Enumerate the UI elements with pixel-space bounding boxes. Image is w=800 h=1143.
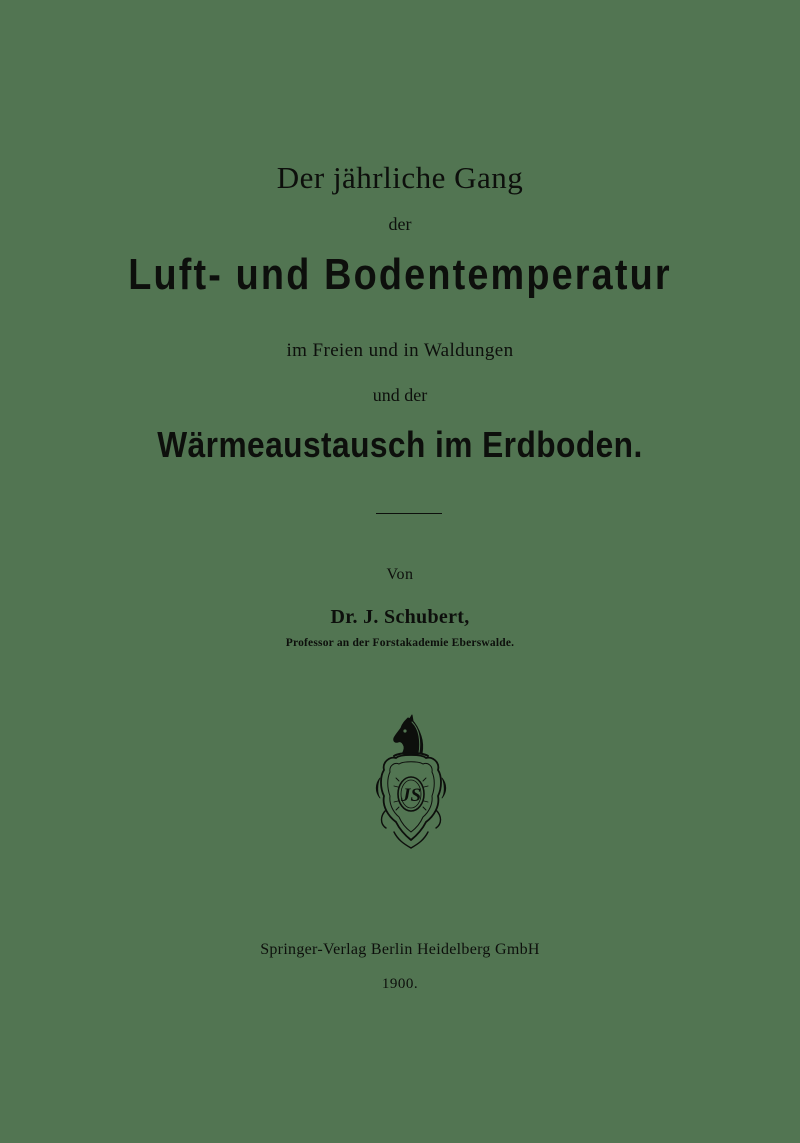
title-subheading: Wärmeaustausch im Erdboden. xyxy=(157,424,643,465)
author-name: Dr. J. Schubert, xyxy=(330,606,470,628)
title-line-5: und der xyxy=(372,385,428,405)
publication-year: 1900. xyxy=(381,976,419,992)
author-affiliation: Professor an der Forstakademie Eberswalde. xyxy=(285,637,515,649)
title-line-4: im Freien und in Waldungen xyxy=(286,340,514,361)
divider-rule xyxy=(376,513,442,514)
title-line-2: der xyxy=(388,214,412,234)
springer-horse-logo-icon xyxy=(372,714,450,850)
by-label: Von xyxy=(386,566,414,583)
publisher-name: Springer-Verlag Berlin Heidelberg GmbH xyxy=(260,941,540,958)
title-main-heading: Luft- und Bodentemperatur xyxy=(128,250,672,299)
svg-text:JS: JS xyxy=(400,785,422,806)
title-line-1: Der jährliche Gang xyxy=(276,160,524,195)
